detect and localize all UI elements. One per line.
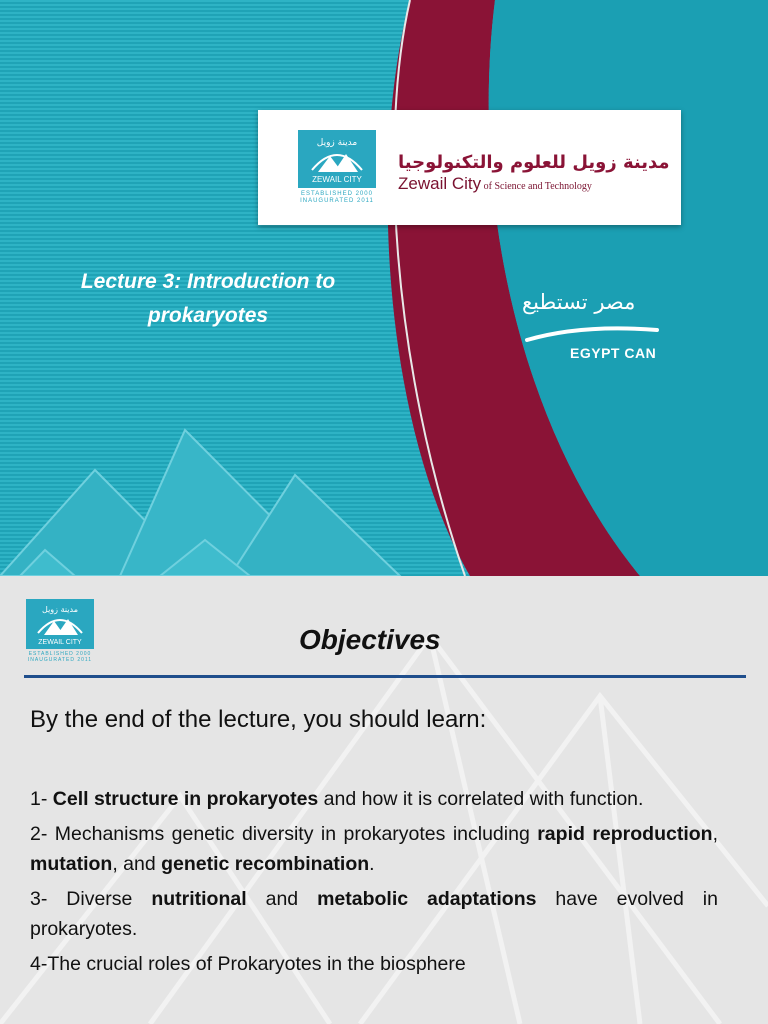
egypt-can-label: EGYPT CAN <box>570 345 657 361</box>
swoosh-icon <box>522 320 662 344</box>
pyramids-graphic <box>0 430 400 576</box>
lecture-title: Lecture 3: Introduction to prokaryotes <box>80 270 336 327</box>
objectives-title: Objectives <box>299 624 441 655</box>
zewail-city-logo-card <box>258 110 681 225</box>
logo-established: ESTABLISHED 2000 INAUGURATED 2011 <box>300 191 374 204</box>
egypt-can-arabic: مصر تستطيع <box>522 290 636 314</box>
objective-item-1: 1- Cell structure in prokaryotes and how it is correlated with function. <box>30 788 644 810</box>
small-logo-established: ESTABLISHED 2000 INAUGURATED 2011 <box>27 651 93 663</box>
objectives-list <box>30 784 718 984</box>
small-emblem-text: ZEWAIL CITY <box>38 639 82 646</box>
objectives-slide <box>0 576 768 1024</box>
zewail-small-emblem <box>26 599 94 649</box>
emblem-arabic: مدينة زويل <box>316 138 358 148</box>
objective-item-4: 4-The crucial roles of Prokaryotes in the biosphere <box>30 953 466 975</box>
title-divider <box>24 675 746 678</box>
zewail-emblem <box>298 130 376 188</box>
logo-arabic-name: مدينة زويل للعلوم والتكنولوجيا <box>398 152 670 173</box>
objective-item-2: 2- Mechanisms genetic diversity in prokaryotes including rapid reproduction, mutation, and genetic recombination. <box>30 823 718 875</box>
objectives-intro: By the end of the lecture, you should learn: <box>30 706 487 733</box>
small-emblem-arabic: مدينة زويل <box>42 605 78 614</box>
emblem-text: ZEWAIL CITY <box>312 175 362 184</box>
objective-item-3: 3- Diverse nutritional and metabolic adaptations have evolved in prokaryotes. <box>30 888 718 940</box>
logo-english-name: Zewail City of Science and Technology <box>398 174 592 193</box>
